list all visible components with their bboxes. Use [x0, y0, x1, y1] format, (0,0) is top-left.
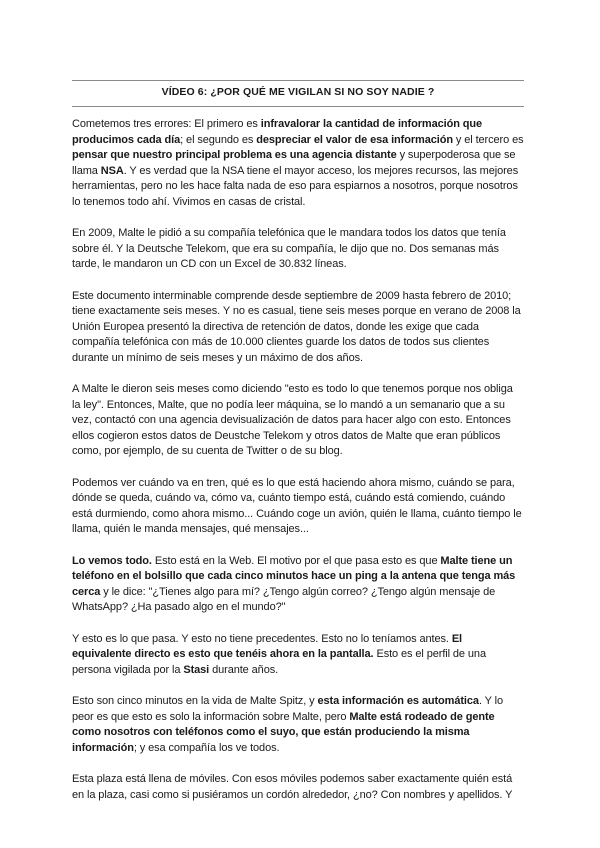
bold-text: esta información es automática	[317, 695, 479, 707]
text-run: Esta plaza está llena de móviles. Con esos móviles podemos saber exactamente quién está en la plaza, casi como si pusiéramos un cordón alrededor, ¿no? Con nombres y apellidos. Y	[72, 773, 513, 801]
text-run: ; el segundo es	[180, 133, 257, 146]
text-run: . Y es verdad que la NSA tiene el mayor acceso, los mejores recursos, las mejores herramientas, pero no les hace falta nada de eso para espiarnos a nosotros, porque nosotros lo tenemos todo ahí. Vivimos en casas de cristal.	[72, 164, 519, 208]
bold-text: Malte está rodeado de gente como nosotros con teléfonos como el suyo, que están produciendo la misma información	[72, 710, 495, 754]
text-run: durante años.	[209, 663, 279, 676]
bold-text: NSA	[100, 164, 124, 177]
paragraph	[72, 382, 524, 460]
bold-text: Malte tiene un teléfono en el bolsillo que cada cinco minutos hace un ping a la antena que tenga más cerca	[72, 554, 516, 598]
document-body	[72, 117, 524, 819]
paragraph	[72, 226, 524, 273]
bold-text: despreciar el valor de esa información	[256, 133, 453, 146]
text-run: y le dice: "¿Tienes algo para mí? ¿Tengo algún correo? ¿Tengo algún mensaje de WhatsApp? ¿Ha pasado algo en el mundo?"	[72, 585, 496, 613]
bold-text: Lo vemos todo.	[72, 554, 152, 567]
paragraph	[72, 694, 524, 756]
bold-text: El equivalente directo es esto que tenéis ahora en la pantalla.	[72, 632, 463, 660]
text-run: y superpoderosa que se llama	[72, 149, 516, 177]
text-run: y el tercero es	[452, 133, 524, 146]
text-run: Esto son cinco minutos en la vida de Malte Spitz, y	[72, 695, 318, 707]
bold-text: infravalorar la cantidad de información que producimos cada día	[72, 118, 483, 146]
text-run: Esto está en la Web. El motivo por el que pasa esto es que	[151, 554, 441, 567]
paragraph	[72, 772, 524, 803]
top-rule	[72, 80, 524, 81]
bold-text: Stasi	[183, 663, 210, 676]
text-run: ; y esa compañía los ve todos.	[133, 741, 280, 754]
text-run: Cometemos tres errores: El primero es	[72, 118, 261, 130]
paragraph	[72, 289, 524, 367]
text-run: . Y lo peor es que esto es solo la información sobre Malte, pero	[72, 695, 504, 723]
paragraph	[72, 632, 524, 679]
text-run: Este documento interminable comprende desde septiembre de 2009 hasta febrero de 2010; tiene exactamente seis meses. Y no es casual, tiene seis meses porque en verano de 2008 la Unión Europea presentó la directiva de retención de datos, donde les exige que cada compañía telefónica con más de 10.000 clientes guarde los datos de todos sus clientes durante un mínimo de seis meses y un máximo de dos años.	[72, 289, 521, 364]
paragraph	[72, 554, 524, 616]
text-run: Esto es el perfil de una persona vigilada por la	[72, 648, 486, 676]
text-run: Y esto es lo que pasa. Y esto no tiene precedentes. Esto no lo teníamos antes.	[72, 632, 452, 645]
text-run: En 2009, Malte le pidió a su compañía telefónica que le mandara todos los datos que tenía sobre él. Y la Deutsche Telekom, que era su compañía, le dijo que no. Dos semanas más tarde, le mandaron un CD con un Excel de 30.832 líneas.	[72, 227, 506, 270]
bold-text: pensar que nuestro principal problema es una agencia distante	[72, 149, 397, 161]
bottom-rule	[72, 106, 524, 107]
paragraph	[72, 117, 524, 210]
document-title: VÍDEO 6: ¿POR QUÉ ME VIGILAN SI NO SOY NADIE ?	[161, 86, 435, 98]
text-run: Podemos ver cuándo va en tren, qué es lo que está haciendo ahora mismo, cuándo se para, dónde se queda, cuándo va, cómo va, cuánto tiempo está, cuándo está comiendo, cuándo está durmiendo, como ahora mismo... Cuándo coge un avión, quién le llama, cuánto tiempo le llama, quién le manda mensajes, qué mensajes...	[72, 476, 522, 535]
text-run: A Malte le dieron seis meses como diciendo "esto es todo lo que tenemos porque nos obliga la ley". Entonces, Malte, que no podía leer máquina, se lo mandó a un semanario que a su vez, contactó con una agencia devisualización de datos para hacer algo con esto. Entonces ellos cogieron estos datos de Deustche Telekom y otros datos de Malte que eran públicos como, por ejemplo, de su cuenta de Twitter o de su blog.	[72, 383, 513, 457]
paragraph	[72, 476, 524, 538]
